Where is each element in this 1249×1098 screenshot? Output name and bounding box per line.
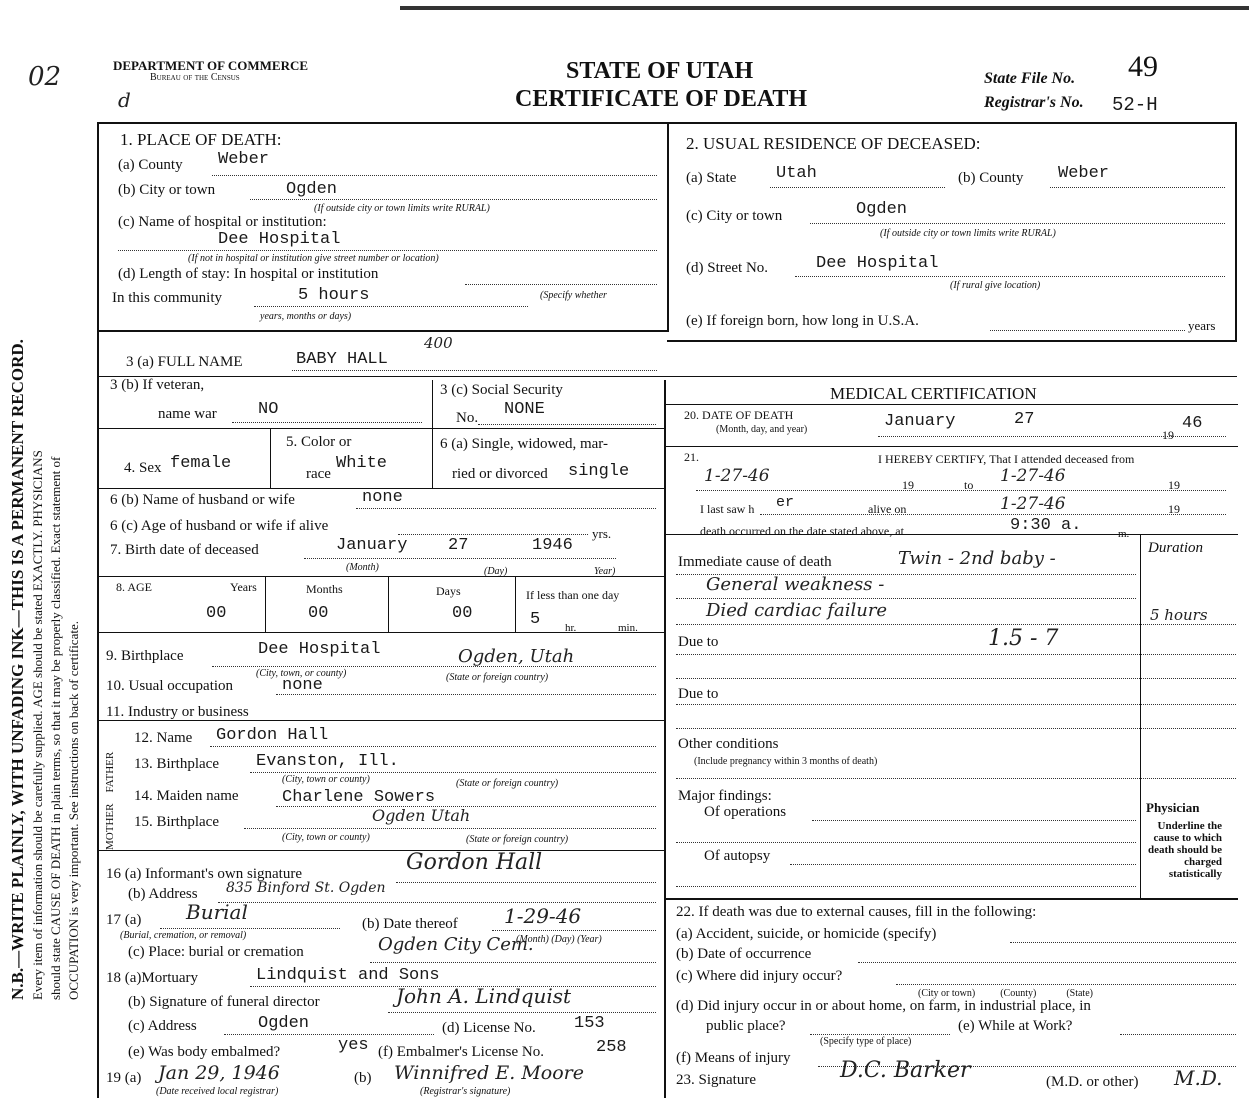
father-bp-line xyxy=(250,772,656,773)
label-19b: (b) xyxy=(354,1070,372,1086)
top-rule xyxy=(400,6,1249,10)
res-street: Dee Hospital xyxy=(816,254,939,273)
mortuary-address-line xyxy=(224,1034,434,1035)
sex-value: female xyxy=(170,454,232,473)
ss-no-label: No. xyxy=(456,410,479,426)
war-label: name war xyxy=(158,406,217,422)
age-min: min. xyxy=(618,622,638,634)
units-note: years, months or days) xyxy=(260,311,352,322)
mother-tag: MOTHER xyxy=(104,803,116,850)
external-c-caps: (City or town) (County) (State) xyxy=(918,988,1093,999)
state-title: STATE OF UTAH xyxy=(566,58,754,84)
birth-day: 27 xyxy=(448,536,469,555)
spouse-line xyxy=(356,508,656,509)
registrar-no: 52-H xyxy=(1112,94,1158,116)
informant-label: 16 (a) Informant's own signature xyxy=(106,866,302,882)
county-value: Weber xyxy=(218,150,270,169)
city-line xyxy=(250,199,657,200)
age-div1 xyxy=(265,576,266,632)
attended-from: 1-27-46 xyxy=(704,466,770,486)
external-c-line xyxy=(896,984,1236,985)
death-year: 46 xyxy=(1182,414,1203,433)
burial-method-cap: (Burial, cremation, or removal) xyxy=(120,930,247,941)
external-b-line xyxy=(858,962,1236,963)
operations-line-2 xyxy=(676,842,1136,843)
center-divider xyxy=(667,122,669,332)
sex-divider xyxy=(270,428,271,488)
side-note-1: N.B.—WRITE PLAINLY, WITH UNFADING INK—THIS IS A PERMANENT RECORD. xyxy=(8,339,27,1000)
age-top xyxy=(97,576,665,577)
spouse-label: 6 (b) Name of husband or wife xyxy=(110,492,295,508)
alive-line xyxy=(760,514,1226,515)
res-county: Weber xyxy=(1058,164,1110,183)
day-caption: (Day) xyxy=(484,566,508,577)
occupation-line xyxy=(276,694,656,695)
death-time: 9:30 a. xyxy=(1010,516,1082,535)
external-e: (e) While at Work? xyxy=(958,1018,1073,1034)
burial-place-label: (c) Place: burial or cremation xyxy=(128,944,304,960)
alive-19: 19 xyxy=(1168,502,1180,516)
due-2b-line xyxy=(676,728,1236,729)
emb-license-value: 258 xyxy=(596,1038,627,1057)
cause-2: General weakness - xyxy=(706,574,885,595)
burial-method-line xyxy=(160,928,340,929)
mother-bp-cap1: (City, town or county) xyxy=(282,832,370,843)
external-c: (c) Where did injury occur? xyxy=(676,968,843,984)
res-city-label: (c) City or town xyxy=(686,208,783,224)
major-findings-label: Major findings: xyxy=(678,788,772,804)
war-line xyxy=(232,422,422,423)
res-state-line xyxy=(770,187,945,188)
res-state-label: (a) State xyxy=(686,170,737,186)
hospital-line xyxy=(118,250,657,251)
res-county-label: (b) County xyxy=(958,170,1024,186)
informant-line xyxy=(396,882,656,883)
birthplace-value: Dee Hospital xyxy=(258,640,381,659)
death-date-line xyxy=(878,436,1226,437)
father-bp-label: 13. Birthplace xyxy=(134,756,219,772)
age-hr: hr. xyxy=(565,622,577,634)
name-row-bottom xyxy=(97,376,1237,377)
burial-place-line xyxy=(370,962,656,963)
duration-label: Duration xyxy=(1148,540,1204,556)
mother-bp-label: 15. Birthplace xyxy=(134,814,219,830)
res-city-line xyxy=(810,223,1225,224)
operations-label: Of operations xyxy=(704,804,787,820)
medical-heading-line xyxy=(664,404,1238,405)
external-d2: public place? xyxy=(706,1018,786,1034)
age-lt-label: If less than one day xyxy=(526,588,620,602)
section1-bottom xyxy=(97,330,669,332)
medical-heading: MEDICAL CERTIFICATION xyxy=(830,384,1037,403)
corner-mark: 02 xyxy=(28,62,62,92)
other-conditions-label: Other conditions xyxy=(678,736,779,752)
last-saw-her: er xyxy=(776,494,795,511)
hospital-value: Dee Hospital xyxy=(218,230,341,249)
age-years-label: Years xyxy=(230,580,257,594)
due-to-1-label: Due to xyxy=(678,634,719,650)
residence-heading: 2. USUAL RESIDENCE OF DECEASED: xyxy=(686,134,981,153)
race-divider xyxy=(432,380,433,488)
res-street-line xyxy=(795,276,1225,277)
alive-date: 1-27-46 xyxy=(1000,494,1066,514)
death-date-bottom xyxy=(664,446,1238,447)
registrar-cap: (Registrar's signature) xyxy=(420,1086,511,1097)
mother-bp-cap2: (State or foreign country) xyxy=(466,834,569,845)
age-bottom xyxy=(97,632,665,633)
side-note-4: OCCUPATION is very important. See instructions on back of certificate. xyxy=(66,621,81,1000)
age-div2 xyxy=(388,576,389,632)
spouse-value: none xyxy=(362,488,403,507)
burial-date-label: (b) Date thereof xyxy=(362,916,458,932)
burial-date: 1-29-46 xyxy=(504,904,582,928)
res-foreign-line xyxy=(990,330,1185,331)
maiden-label: 14. Maiden name xyxy=(134,788,239,804)
community-line xyxy=(254,306,528,307)
mortuary-value: Lindquist and Sons xyxy=(256,966,440,985)
address-label: (b) Address xyxy=(128,886,198,902)
license-label: (d) License No. xyxy=(442,1020,536,1036)
ss-value: NONE xyxy=(504,400,545,419)
dept-label: DEPARTMENT OF COMMERCE xyxy=(113,58,309,73)
director-label: (b) Signature of funeral director xyxy=(128,994,320,1010)
side-note-2: Every item of information should be carefully supplied. AGE should be stated EXACTLY. PHYSICIANS xyxy=(30,450,45,1000)
mother-bp-line xyxy=(244,828,656,829)
external-heading: 22. If death was due to external causes, fill in the following: xyxy=(676,904,1037,920)
birthplace-hand: Ogden, Utah xyxy=(458,646,575,667)
autopsy-line-2 xyxy=(676,886,1136,887)
burial-place: Ogden City Cem. xyxy=(378,934,534,955)
license-value: 153 xyxy=(574,1014,605,1033)
md-label: (M.D. or other) xyxy=(1046,1074,1139,1090)
external-a: (a) Accident, suicide, or homicide (specify) xyxy=(676,926,937,942)
row-4-top xyxy=(97,428,665,429)
duration-col xyxy=(1140,534,1141,900)
state-file-no: 49 xyxy=(1128,50,1158,83)
cause-2-line xyxy=(676,598,1136,599)
embalmed-label: (e) Was body embalmed? xyxy=(128,1044,281,1060)
spouse-age-label: 6 (c) Age of husband or wife if alive xyxy=(110,518,329,534)
due-1b-line xyxy=(676,678,1236,679)
stay-line xyxy=(465,284,657,285)
age-years: 00 xyxy=(206,604,227,623)
physician-sig: D.C. Barker xyxy=(840,1058,971,1083)
due-2-line xyxy=(676,704,1236,705)
form-right-border xyxy=(1235,122,1237,342)
father-bp-cap2: (State or foreign country) xyxy=(456,778,559,789)
occupation-value: none xyxy=(282,676,323,695)
emb-license-label: (f) Embalmer's License No. xyxy=(378,1044,544,1060)
father-name: Gordon Hall xyxy=(216,726,329,745)
full-name-label: 3 (a) FULL NAME xyxy=(126,354,243,370)
marital-label: 6 (a) Single, widowed, mar- xyxy=(440,436,608,452)
external-d: (d) Did injury occur in or about home, on farm, in industrial place, in xyxy=(676,998,1091,1014)
cause-3-line xyxy=(676,624,1236,625)
res-street-label: (d) Street No. xyxy=(686,260,769,276)
hospital-label: (c) Name of hospital or institution: xyxy=(118,214,327,230)
label-21: 21. xyxy=(684,450,699,464)
birth-label: 7. Birth date of deceased xyxy=(110,542,259,558)
burial-date-line xyxy=(492,930,656,931)
received-date: Jan 29, 1946 xyxy=(158,1062,280,1084)
due-to-1-code: 1.5 - 7 xyxy=(988,626,1059,651)
last-saw-label: I last saw h xyxy=(700,502,755,516)
cause-3: Died cardiac failure xyxy=(706,600,888,621)
birth-month: January xyxy=(336,536,408,555)
due-to-2-label: Due to xyxy=(678,686,719,702)
hospital-note: (If not in hospital or institution give street number or location) xyxy=(188,253,439,264)
death-day: 27 xyxy=(1014,410,1035,429)
age-months: 00 xyxy=(308,604,329,623)
other-line xyxy=(676,778,1236,779)
yrs-label: yrs. xyxy=(592,526,612,541)
res-state: Utah xyxy=(776,164,817,183)
community-value: 5 hours xyxy=(298,286,370,305)
m-label: m. xyxy=(1118,528,1130,540)
industry-label: 11. Industry or business xyxy=(106,704,249,720)
address-value: 835 Binford St. Ogden xyxy=(226,880,386,896)
alive-on-label: alive on xyxy=(868,502,907,516)
county-line xyxy=(212,175,657,176)
birth-line xyxy=(304,558,616,559)
ss-line xyxy=(478,424,656,425)
death-year-prefix: 19 xyxy=(1162,428,1174,442)
death-date-cap: (Month, day, and year) xyxy=(716,424,808,435)
corner-mark-2: d xyxy=(118,88,131,112)
county-label: (a) County xyxy=(118,157,183,173)
external-e-line xyxy=(1120,1034,1236,1035)
sex-label: 4. Sex xyxy=(124,460,162,476)
res-years: years xyxy=(1188,318,1216,333)
burial-label: 17 (a) xyxy=(106,912,142,928)
address-line xyxy=(218,902,656,903)
city-value: Ogden xyxy=(286,180,338,199)
attended-to: 1-27-46 xyxy=(1000,466,1066,486)
age-days: 00 xyxy=(452,604,473,623)
marital-label-2: ried or divorced xyxy=(452,466,548,482)
res-county-line xyxy=(1050,187,1225,188)
autopsy-label: Of autopsy xyxy=(704,848,771,864)
occurred-label: death occurred on the date stated above, at xyxy=(700,524,904,538)
mother-bp: Ogden Utah xyxy=(372,806,471,825)
operations-line xyxy=(812,820,1136,821)
stay-label: (d) Length of stay: In hospital or institution xyxy=(118,266,379,282)
label-19a: 19 (a) xyxy=(106,1070,142,1086)
external-b: (b) Date of occurrence xyxy=(676,946,812,962)
registrar-label: Registrar's No. xyxy=(984,94,1084,111)
father-bp-cap1: (City, town or county) xyxy=(282,774,370,785)
birthplace-label: 9. Birthplace xyxy=(106,648,184,664)
death-date-label: 20. DATE OF DEATH xyxy=(684,408,794,422)
attended-line xyxy=(696,490,1226,491)
mother-father-tag xyxy=(104,752,116,850)
color-label: 5. Color or xyxy=(286,434,352,450)
signature-label: 23. Signature xyxy=(676,1072,756,1088)
bureau-label: Bureau of the Census xyxy=(150,72,240,83)
father-name-label: 12. Name xyxy=(134,730,193,746)
cause-1: Twin - 2nd baby - xyxy=(898,548,1056,569)
death-month: January xyxy=(884,412,956,431)
specify-note: (Specify whether xyxy=(540,290,607,301)
parents-bottom xyxy=(97,850,665,851)
md-hand: M.D. xyxy=(1174,1066,1223,1090)
state-file-label: State File No. xyxy=(984,70,1076,87)
war-value: NO xyxy=(258,400,279,419)
maiden-value: Charlene Sowers xyxy=(282,788,436,807)
res-street-note: (If rural give location) xyxy=(950,280,1041,291)
informant-sig: Gordon Hall xyxy=(406,850,543,875)
external-a-line xyxy=(1010,942,1236,943)
birthplace-cap1: (City, town, or county) xyxy=(256,668,347,679)
name-mark: 400 xyxy=(424,334,453,352)
to-label: to xyxy=(964,478,974,492)
age-label: 8. AGE xyxy=(116,580,152,594)
occupation-label: 10. Usual occupation xyxy=(106,678,234,694)
section2-bottom xyxy=(667,340,1237,342)
side-note-3: should state CAUSE OF DEATH in plain terms, so that it may be properly classified. Exact statement of xyxy=(48,456,63,1000)
external-d-cap: (Specify type of place) xyxy=(820,1036,912,1047)
duration-value: 5 hours xyxy=(1150,606,1208,624)
ss-label: 3 (c) Social Security xyxy=(440,382,563,398)
age-hours: 5 xyxy=(530,610,541,629)
birthplace-line xyxy=(212,666,656,667)
from-19: 19 xyxy=(902,478,914,492)
director-sig: John A. Lindquist xyxy=(396,984,572,1008)
underline-note: Underline the cause to which death should be charged statistically xyxy=(1148,820,1222,880)
parents-top xyxy=(97,720,665,721)
name-line xyxy=(292,370,657,371)
immediate-label: Immediate cause of death xyxy=(678,554,832,570)
received-cap: (Date received local registrar) xyxy=(156,1086,279,1097)
certify-text: I HEREBY CERTIFY, That I attended deceased from xyxy=(878,452,1135,466)
mortuary-address: Ogden xyxy=(258,1014,310,1033)
community-label: In this community xyxy=(112,290,222,306)
external-f: (f) Means of injury xyxy=(676,1050,791,1066)
external-top xyxy=(664,898,1238,900)
res-city: Ogden xyxy=(856,200,908,219)
birthplace-cap2: (State or foreign country) xyxy=(446,672,549,683)
age-days-label: Days xyxy=(436,584,461,598)
birth-year: 1946 xyxy=(532,536,573,555)
marital-value: single xyxy=(568,462,630,481)
month-caption: (Month) xyxy=(346,562,379,573)
registrar-sig: Winnifred E. Moore xyxy=(394,1062,584,1084)
full-name: BABY HALL xyxy=(296,350,388,369)
father-name-line xyxy=(210,746,656,747)
place-of-death-heading: 1. PLACE OF DEATH: xyxy=(120,130,282,149)
embalmed-value: yes xyxy=(338,1036,369,1055)
spouse-age-line xyxy=(398,534,588,535)
father-bp: Evanston, Ill. xyxy=(256,752,399,771)
burial-date-cap: (Month) (Day) (Year) xyxy=(516,934,602,945)
year-caption: Year) xyxy=(594,566,616,577)
mortuary-label: 18 (a)Mortuary xyxy=(106,970,199,986)
due-1-line xyxy=(676,654,1236,655)
age-div3 xyxy=(515,576,516,632)
res-foreign-label: (e) If foreign born, how long in U.S.A. xyxy=(686,313,919,329)
city-note: (If outside city or town limits write RURAL) xyxy=(314,203,490,214)
external-d-line xyxy=(810,1034,950,1035)
physician-note: Physician xyxy=(1146,800,1200,815)
mortuary-address-label: (c) Address xyxy=(128,1018,197,1034)
form-left-border xyxy=(97,122,99,1098)
race-value: White xyxy=(336,454,388,473)
to-19: 19 xyxy=(1168,478,1180,492)
autopsy-line xyxy=(790,864,1136,865)
res-city-note: (If outside city or town limits write RURAL) xyxy=(880,228,1056,239)
other-conditions-cap: (Include pregnancy within 3 months of death) xyxy=(694,756,878,767)
city-label: (b) City or town xyxy=(118,182,216,198)
age-months-label: Months xyxy=(306,582,343,596)
father-tag: FATHER xyxy=(104,751,116,793)
veteran-label: 3 (b) If veteran, xyxy=(110,377,205,393)
race-label: race xyxy=(306,466,331,482)
certificate-title: CERTIFICATE OF DEATH xyxy=(515,86,808,112)
burial-method: Burial xyxy=(186,900,248,924)
director-line xyxy=(388,1012,656,1013)
